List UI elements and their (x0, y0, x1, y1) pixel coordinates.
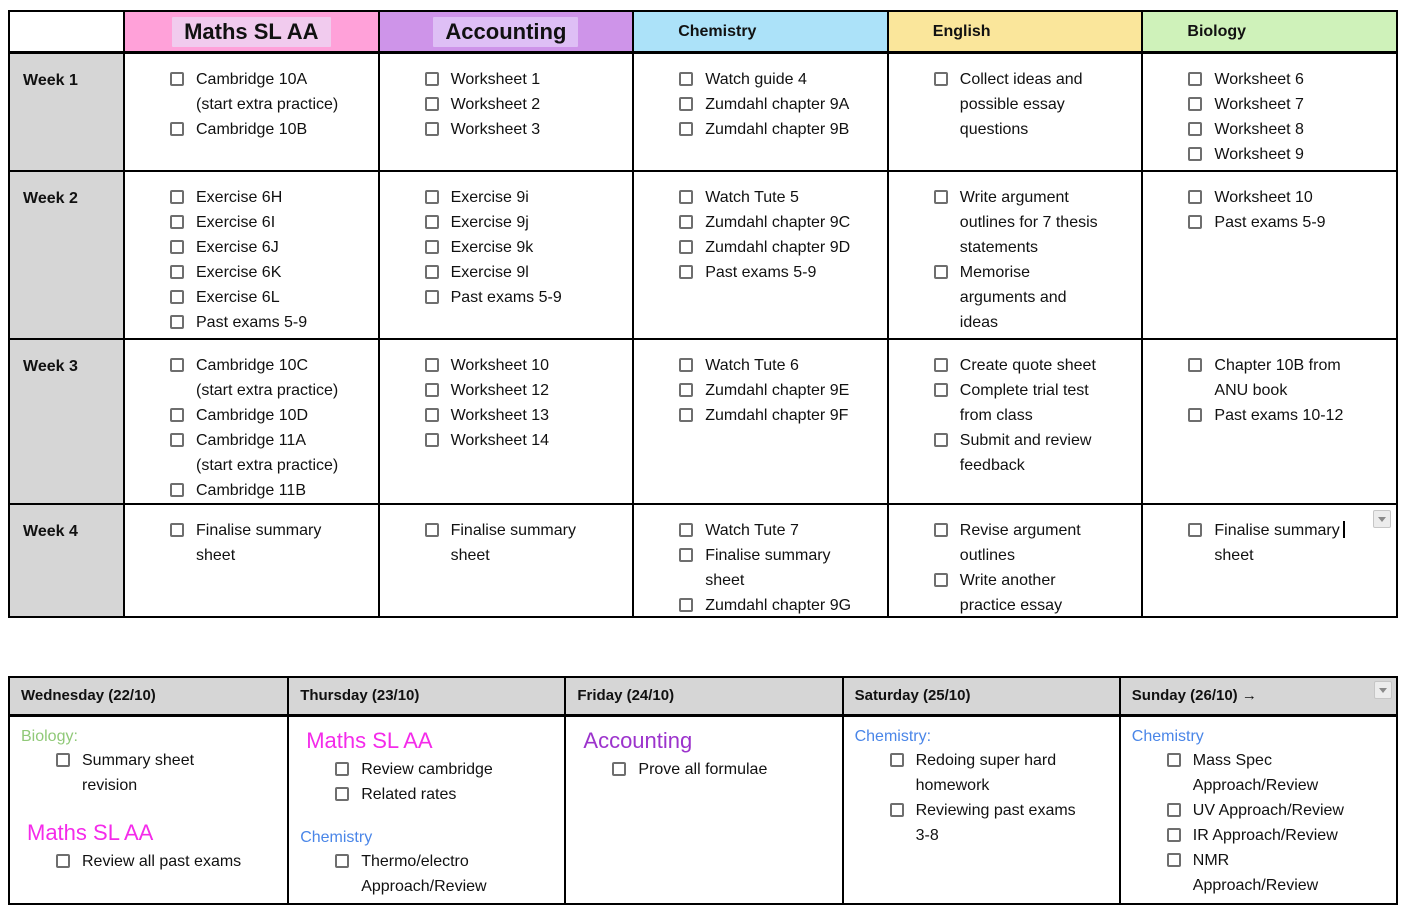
subject-header-biology[interactable] (1141, 12, 1396, 52)
task-item (679, 185, 881, 210)
task-item (1188, 67, 1390, 92)
task-label: Mass Spec Approach/Review (1192, 752, 1319, 794)
cell-week-4-biology[interactable] (1141, 503, 1396, 616)
checkbox[interactable] (679, 523, 693, 537)
task-list (335, 757, 560, 807)
task-label: Worksheet 9 (1214, 146, 1304, 163)
task-label: Cambridge 11A (start extra practice) (196, 432, 339, 474)
cell-week-2-chemistry[interactable] (632, 170, 887, 338)
checkbox[interactable] (1167, 753, 1181, 767)
day-header-friday-24-10[interactable] (564, 678, 841, 715)
task-item (1167, 798, 1392, 823)
task-item (679, 92, 881, 117)
checkbox[interactable] (170, 358, 184, 372)
task-label: IR Approach/Review (1192, 827, 1338, 844)
task-label: NMR Approach/Review (1192, 852, 1319, 894)
checkbox[interactable] (1188, 72, 1202, 86)
task-label: Finalise summary sheet (1214, 518, 1344, 568)
task-label: Watch Tute 6 (705, 357, 799, 374)
task-label: Chapter 10B from ANU book (1214, 357, 1341, 399)
cell-week-2-english[interactable] (887, 170, 1142, 338)
task-label: Related rates (361, 785, 457, 803)
cell-week-4-chemistry[interactable] (632, 503, 887, 616)
cell-week-2-maths-sl-aa[interactable] (123, 170, 378, 338)
checkbox[interactable] (170, 72, 184, 86)
checkbox[interactable] (1188, 358, 1202, 372)
task-item (679, 403, 881, 428)
subject-label-chemistry: Chemistry (1131, 728, 1204, 745)
subject-section (844, 727, 1115, 848)
task-item (890, 748, 1115, 798)
checkbox[interactable] (56, 753, 70, 767)
task-item (679, 67, 881, 92)
checkbox[interactable] (425, 433, 439, 447)
task-item (934, 518, 1136, 568)
task-label: Review all past exams (82, 852, 242, 870)
task-label: Finalise summary sheet (196, 522, 322, 564)
task-label: Exercise 6L (196, 289, 280, 306)
task-list (56, 849, 283, 874)
task-label: Zumdahl chapter 9F (705, 407, 849, 424)
task-label: Zumdahl chapter 9C (705, 214, 851, 231)
task-label: UV Approach/Review (1192, 802, 1344, 819)
checkbox[interactable] (612, 762, 626, 776)
checkbox[interactable] (679, 598, 693, 612)
subject-label-chemistry: Chemistry: (854, 728, 932, 745)
task-item (890, 798, 1115, 848)
task-item (170, 285, 372, 310)
checkbox[interactable] (170, 190, 184, 204)
checkbox[interactable] (425, 122, 439, 136)
checkbox[interactable] (335, 854, 349, 868)
subject-header-chemistry[interactable] (632, 12, 887, 52)
task-label: Write another practice essay (959, 572, 1063, 614)
task-label: Zumdahl chapter 9E (705, 382, 850, 399)
day-header-label: Saturday (25/10) (854, 687, 971, 704)
task-label: Zumdahl chapter 9B (705, 121, 850, 138)
task-list (56, 748, 283, 798)
task-label: Submit and review feedback (959, 432, 1092, 474)
day-header-label: Wednesday (22/10) (21, 687, 156, 704)
task-label: Exercise 9k (450, 239, 534, 256)
task-label: Zumdahl chapter 9D (705, 239, 851, 256)
task-label: Watch Tute 7 (705, 522, 799, 539)
task-item (679, 260, 881, 285)
task-label: Create quote sheet (959, 357, 1096, 374)
subject-header-label: Biology (1187, 22, 1247, 40)
task-item (335, 849, 560, 899)
task-label: Thermo/electro Approach/Review (361, 852, 487, 895)
checkbox[interactable] (425, 240, 439, 254)
checkbox[interactable] (1167, 803, 1181, 817)
checkbox[interactable] (679, 190, 693, 204)
chevron-down-icon (1378, 517, 1386, 522)
task-item (1188, 142, 1390, 167)
task-item (425, 235, 627, 260)
task-label: Exercise 9i (450, 189, 529, 206)
checkbox[interactable] (1188, 147, 1202, 161)
task-item (335, 782, 560, 807)
task-label: Exercise 9j (450, 214, 529, 231)
task-item (170, 260, 372, 285)
task-list (612, 757, 837, 782)
chevron-down-icon (1379, 688, 1387, 693)
task-label: Memorise arguments and ideas (959, 264, 1067, 331)
cell-week-3-maths-sl-aa[interactable] (123, 338, 378, 503)
checkbox[interactable] (890, 803, 904, 817)
subject-header-label: Accounting (433, 17, 578, 47)
day-cell-sunday-26-10[interactable] (1119, 715, 1396, 903)
checkbox[interactable] (170, 483, 184, 497)
task-item (1188, 117, 1390, 142)
task-item (170, 67, 372, 117)
task-label: Exercise 9l (450, 264, 529, 281)
task-label: Collect ideas and possible essay questions (959, 71, 1083, 138)
row-header-week-1: Week 1 (10, 52, 123, 170)
cell-week-2-biology[interactable] (1141, 170, 1396, 338)
checkbox[interactable] (1167, 853, 1181, 867)
task-item (170, 210, 372, 235)
task-list (1167, 748, 1392, 898)
task-item (679, 210, 881, 235)
checkbox[interactable] (679, 215, 693, 229)
checkbox[interactable] (934, 358, 948, 372)
task-item (170, 353, 372, 403)
checkbox[interactable] (934, 523, 948, 537)
checkbox[interactable] (170, 315, 184, 329)
day-header-wednesday-22-10[interactable] (10, 678, 287, 715)
checkbox[interactable] (934, 383, 948, 397)
task-item (425, 92, 627, 117)
subject-header-label: Maths SL AA (172, 17, 330, 47)
task-item (934, 260, 1136, 335)
checkbox[interactable] (335, 787, 349, 801)
task-label: Past exams 10-12 (1214, 407, 1344, 424)
checkbox[interactable] (425, 523, 439, 537)
cell-week-1-chemistry[interactable] (632, 52, 887, 170)
checkbox[interactable] (170, 240, 184, 254)
task-label: Worksheet 10 (450, 357, 550, 374)
scroll-dropdown-button[interactable] (1374, 681, 1392, 699)
task-item (612, 757, 837, 782)
checkbox[interactable] (335, 762, 349, 776)
cell-week-4-english[interactable] (887, 503, 1142, 616)
task-item (170, 478, 372, 503)
subject-section (566, 727, 837, 782)
task-item (56, 748, 283, 798)
task-label: Cambridge 10B (196, 121, 308, 138)
checkbox[interactable] (170, 215, 184, 229)
task-item (425, 403, 627, 428)
checkbox[interactable] (890, 753, 904, 767)
task-label: Reviewing past exams 3-8 (915, 802, 1076, 844)
task-item (679, 378, 881, 403)
task-item (934, 185, 1136, 260)
checkbox[interactable] (934, 72, 948, 86)
task-label: Worksheet 12 (450, 382, 550, 399)
task-item (679, 117, 881, 142)
checkbox[interactable] (170, 122, 184, 136)
checkbox[interactable] (679, 72, 693, 86)
checkbox[interactable] (1188, 190, 1202, 204)
task-label: Worksheet 7 (1214, 96, 1304, 113)
task-label: Prove all formulae (638, 760, 768, 778)
checkbox[interactable] (170, 433, 184, 447)
task-label: Finalise summary sheet (450, 522, 576, 564)
task-item (425, 518, 627, 568)
subject-header-english[interactable] (887, 12, 1142, 52)
subject-header-label: Chemistry (678, 22, 757, 40)
task-item (425, 353, 627, 378)
task-label: Worksheet 2 (450, 96, 541, 113)
cell-week-4-maths-sl-aa[interactable] (123, 503, 378, 616)
task-item (679, 543, 881, 593)
day-header-label: Sunday (26/10) → (1131, 687, 1257, 704)
task-label: Review cambridge (361, 760, 493, 778)
task-item (170, 428, 372, 478)
subject-section (289, 828, 560, 899)
checkbox[interactable] (425, 97, 439, 111)
task-item (425, 117, 627, 142)
task-label: Worksheet 8 (1214, 121, 1304, 138)
task-label: Redoing super hard homework (915, 752, 1057, 794)
task-label: Worksheet 10 (1214, 189, 1313, 206)
task-item (1167, 848, 1392, 898)
subject-label-chemistry: Chemistry (300, 828, 373, 846)
task-label: Zumdahl chapter 9A (705, 96, 850, 113)
day-cell-thursday-23-10[interactable] (287, 715, 564, 903)
task-label: Worksheet 14 (450, 432, 550, 449)
day-cell-wednesday-22-10[interactable] (10, 715, 287, 903)
subject-section (1121, 727, 1392, 898)
checkbox[interactable] (679, 408, 693, 422)
checkbox[interactable] (679, 358, 693, 372)
subject-header-label: English (932, 22, 991, 40)
checkbox[interactable] (934, 573, 948, 587)
scroll-dropdown-button[interactable] (1373, 510, 1391, 528)
task-label: Worksheet 3 (450, 121, 541, 138)
task-item (1188, 403, 1390, 428)
task-item (170, 310, 372, 335)
task-item (934, 378, 1136, 428)
task-item (1188, 353, 1390, 403)
daily-plan-table (8, 676, 1398, 905)
task-label: Write argument outlines for 7 thesis statements (959, 189, 1098, 256)
checkbox[interactable] (1188, 97, 1202, 111)
task-item (679, 353, 881, 378)
day-header-label: Friday (24/10) (577, 687, 675, 704)
day-header-sunday-26-10[interactable] (1119, 678, 1396, 715)
task-label: Watch Tute 5 (705, 189, 799, 206)
task-label: Cambridge 10A (start extra practice) (196, 71, 339, 113)
checkbox[interactable] (170, 265, 184, 279)
subject-section (10, 819, 283, 874)
row-header-week-2: Week 2 (10, 170, 123, 338)
checkbox[interactable] (170, 408, 184, 422)
checkbox[interactable] (679, 122, 693, 136)
task-label: Zumdahl chapter 9G (705, 597, 852, 614)
checkbox[interactable] (679, 548, 693, 562)
cell-week-2-accounting[interactable] (378, 170, 633, 338)
checkbox[interactable] (425, 383, 439, 397)
task-item (679, 518, 881, 543)
task-item (425, 428, 627, 453)
task-label: Worksheet 13 (450, 407, 550, 424)
subject-section (289, 727, 560, 807)
task-item (679, 235, 881, 260)
cell-week-3-english[interactable] (887, 338, 1142, 503)
task-label: Finalise summary sheet (705, 547, 831, 589)
checkbox[interactable] (170, 523, 184, 537)
task-label: Worksheet 1 (450, 71, 541, 88)
checkbox[interactable] (1188, 408, 1202, 422)
checkbox[interactable] (425, 72, 439, 86)
cell-week-1-accounting[interactable] (378, 52, 633, 170)
checkbox[interactable] (679, 383, 693, 397)
day-header-thursday-23-10[interactable] (287, 678, 564, 715)
checkbox[interactable] (934, 190, 948, 204)
task-label: Summary sheet revision (82, 752, 195, 794)
checkbox[interactable] (679, 240, 693, 254)
task-label: Past exams 5-9 (705, 264, 817, 281)
checkbox[interactable] (679, 97, 693, 111)
subject-label-accounting: Accounting (583, 728, 693, 753)
task-item (679, 593, 881, 616)
checkbox[interactable] (1188, 122, 1202, 136)
subject-label-biology: Biology: (21, 728, 78, 745)
subject-label-maths-sl-aa: Maths SL AA (27, 820, 154, 845)
checkbox[interactable] (425, 290, 439, 304)
task-item (1188, 92, 1390, 117)
task-label: Past exams 5-9 (450, 289, 562, 306)
cell-week-3-biology[interactable] (1141, 338, 1396, 503)
task-label: Exercise 6I (196, 214, 276, 231)
task-item (425, 285, 627, 310)
checkbox[interactable] (1188, 523, 1202, 537)
task-item (170, 403, 372, 428)
task-item (335, 757, 560, 782)
cell-week-4-accounting[interactable] (378, 503, 633, 616)
checkbox[interactable] (934, 433, 948, 447)
task-item (1188, 185, 1390, 210)
task-item (1167, 748, 1392, 798)
task-item (170, 235, 372, 260)
task-item (934, 568, 1136, 616)
task-label: Cambridge 11B (196, 482, 306, 499)
cell-week-3-accounting[interactable] (378, 338, 633, 503)
checkbox[interactable] (425, 215, 439, 229)
task-item (1188, 518, 1390, 568)
checkbox[interactable] (934, 265, 948, 279)
task-item (425, 185, 627, 210)
cell-week-1-maths-sl-aa[interactable] (123, 52, 378, 170)
subject-header-accounting[interactable] (378, 12, 633, 52)
cell-week-1-biology[interactable] (1141, 52, 1396, 170)
checkbox[interactable] (1167, 828, 1181, 842)
day-cell-friday-24-10[interactable] (564, 715, 841, 903)
task-item (56, 849, 283, 874)
task-item (425, 378, 627, 403)
subject-section (10, 727, 283, 798)
checkbox[interactable] (425, 265, 439, 279)
task-item (170, 185, 372, 210)
task-item (934, 353, 1136, 378)
task-item (425, 67, 627, 92)
row-header-week-4: Week 4 (10, 503, 123, 616)
task-label: Past exams 5-9 (1214, 214, 1326, 231)
day-header-label: Thursday (23/10) (300, 687, 420, 704)
cell-week-1-english[interactable] (887, 52, 1142, 170)
task-item (1188, 210, 1390, 235)
task-label: Complete trial test from class (959, 382, 1089, 424)
task-item (934, 67, 1136, 142)
corner-cell (10, 12, 123, 52)
day-header-saturday-25-10[interactable] (842, 678, 1119, 715)
subject-header-maths-sl-aa[interactable] (123, 12, 378, 52)
task-label: Exercise 6K (196, 264, 282, 281)
checkbox[interactable] (425, 190, 439, 204)
task-label: Revise argument outlines (959, 522, 1081, 564)
task-label: Past exams 5-9 (196, 314, 308, 331)
checkbox[interactable] (425, 408, 439, 422)
checkbox[interactable] (425, 358, 439, 372)
checkbox[interactable] (679, 265, 693, 279)
task-item (170, 117, 372, 142)
cell-week-3-chemistry[interactable] (632, 338, 887, 503)
checkbox[interactable] (56, 854, 70, 868)
task-label: Cambridge 10C (start extra practice) (196, 357, 339, 399)
row-header-week-3: Week 3 (10, 338, 123, 503)
task-label: Worksheet 6 (1214, 71, 1304, 88)
task-item (1167, 823, 1392, 848)
task-label: Exercise 6J (196, 239, 279, 256)
task-item (425, 210, 627, 235)
task-list (335, 849, 560, 899)
task-label: Exercise 6H (196, 189, 283, 206)
checkbox[interactable] (1188, 215, 1202, 229)
text-cursor (1343, 521, 1345, 538)
task-item (170, 518, 372, 568)
weekly-plan-table (8, 10, 1398, 618)
subject-label-maths-sl-aa: Maths SL AA (306, 728, 433, 753)
task-label: Watch guide 4 (705, 71, 807, 88)
task-item (934, 428, 1136, 478)
task-list (890, 748, 1115, 848)
checkbox[interactable] (170, 290, 184, 304)
task-label: Cambridge 10D (196, 407, 309, 424)
day-cell-saturday-25-10[interactable] (842, 715, 1119, 903)
task-item (425, 260, 627, 285)
